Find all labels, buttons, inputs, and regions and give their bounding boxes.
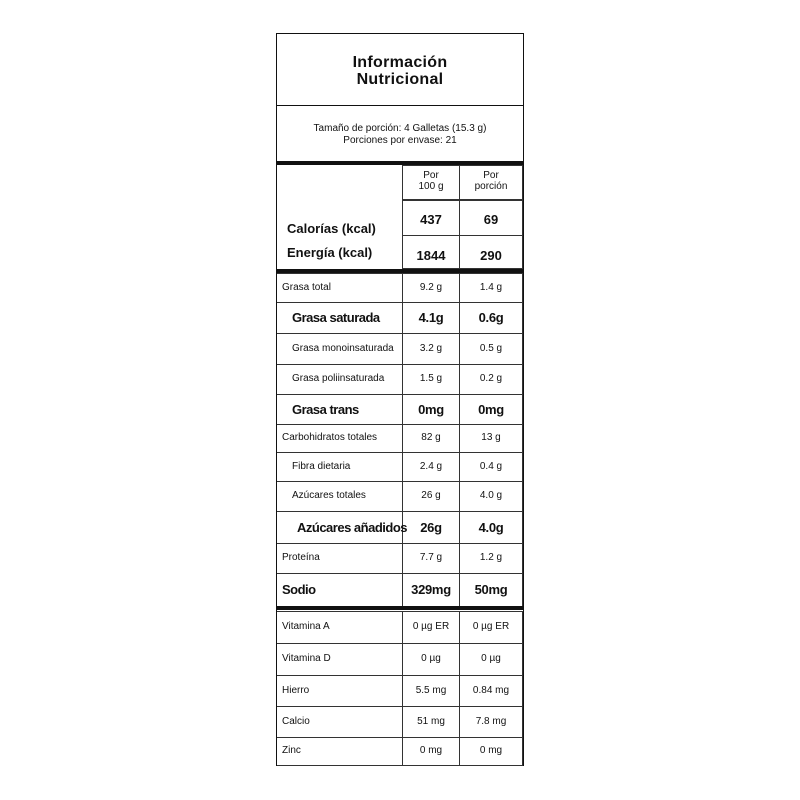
header-per100-line2: 100 g: [418, 181, 444, 192]
nutrient-name: Grasa monoinsaturada: [292, 343, 394, 354]
header-perserv-line1: Por: [483, 170, 499, 181]
divider: [277, 105, 523, 106]
nutrient-value-per100: 329mg: [411, 582, 451, 597]
header-perserv-line2: porción: [474, 181, 508, 192]
nutrient-name: Fibra dietaria: [292, 461, 351, 472]
nutrient-value-per100: 0mg: [418, 402, 444, 417]
nutrient-value-serving: 0.2 g: [479, 373, 503, 384]
nutrient-value-serving: 0.4 g: [479, 461, 503, 472]
nutrient-value-serving: 0.5 g: [479, 343, 503, 354]
energy-100g: 1844: [416, 248, 446, 263]
calories-label: Calorías (kcal): [287, 221, 376, 236]
nutrient-value-per100: 0 µg ER: [412, 621, 450, 632]
nutrient-name: Proteína: [282, 552, 320, 563]
nutrient-value-serving: 7.8 mg: [475, 716, 507, 727]
nutrient-value-serving: 1.4 g: [479, 282, 503, 293]
nutrient-name: Grasa trans: [292, 402, 359, 417]
nutrient-name: Sodio: [282, 582, 316, 597]
nutrient-value-per100: 9.2 g: [419, 282, 443, 293]
nutrient-name: Vitamina A: [282, 621, 330, 632]
nutrient-name: Azúcares añadidos: [297, 520, 407, 535]
servings-per-container: Porciones por envase: 21: [343, 135, 457, 146]
energy-label: Energía (kcal): [287, 245, 373, 260]
energy-serving: 290: [480, 248, 502, 263]
nutrient-name: Zinc: [282, 745, 301, 756]
thick-divider: [277, 606, 523, 610]
nutrient-value-serving: 13 g: [481, 432, 501, 443]
nutrient-value-per100: 3.2 g: [419, 343, 443, 354]
label-title-line1: Información: [352, 54, 448, 71]
nutrient-value-per100: 1.5 g: [419, 373, 443, 384]
nutrient-value-serving: 4.0g: [478, 520, 504, 535]
nutrient-value-serving: 0 µg ER: [472, 621, 510, 632]
nutrition-label: [276, 33, 524, 766]
nutrient-value-serving: 0.84 mg: [472, 685, 510, 696]
nutrient-name: Grasa poliinsaturada: [292, 373, 385, 384]
calories-serving: 69: [483, 212, 499, 227]
label-title-line2: Nutricional: [356, 71, 444, 88]
nutrient-value-serving: 1.2 g: [479, 552, 503, 563]
nutrient-value-serving: 50mg: [474, 582, 508, 597]
nutrient-value-per100: 2.4 g: [419, 461, 443, 472]
nutrient-value-serving: 0 µg: [481, 653, 501, 664]
nutrient-value-per100: 4.1g: [418, 310, 444, 325]
nutrient-name: Hierro: [282, 685, 310, 696]
nutrient-name: Azúcares totales: [292, 490, 366, 501]
nutrient-value-serving: 0 mg: [479, 745, 503, 756]
nutrient-name: Grasa saturada: [292, 310, 380, 325]
nutrient-name: Calcio: [282, 716, 310, 727]
nutrient-value-per100: 26g: [420, 520, 442, 535]
nutrient-value-serving: 4.0 g: [479, 490, 503, 501]
serving-size: Tamaño de porción: 4 Galletas (15.3 g): [313, 123, 487, 134]
nutrient-value-serving: 0.6g: [478, 310, 504, 325]
nutrient-name: Vitamina D: [282, 653, 331, 664]
nutrient-value-per100: 26 g: [421, 490, 441, 501]
nutrient-name: Carbohidratos totales: [282, 432, 378, 443]
nutrient-value-per100: 82 g: [421, 432, 441, 443]
nutrient-value-per100: 0 mg: [419, 745, 443, 756]
nutrient-value-per100: 5.5 mg: [415, 685, 447, 696]
header-per100-line1: Por: [423, 170, 439, 181]
nutrient-value-per100: 7.7 g: [419, 552, 443, 563]
calories-100g: 437: [420, 212, 442, 227]
nutrient-name: Grasa total: [282, 282, 331, 293]
nutrient-value-per100: 51 mg: [417, 716, 445, 727]
nutrient-value-per100: 0 µg: [421, 653, 441, 664]
nutrient-value-serving: 0mg: [478, 402, 504, 417]
